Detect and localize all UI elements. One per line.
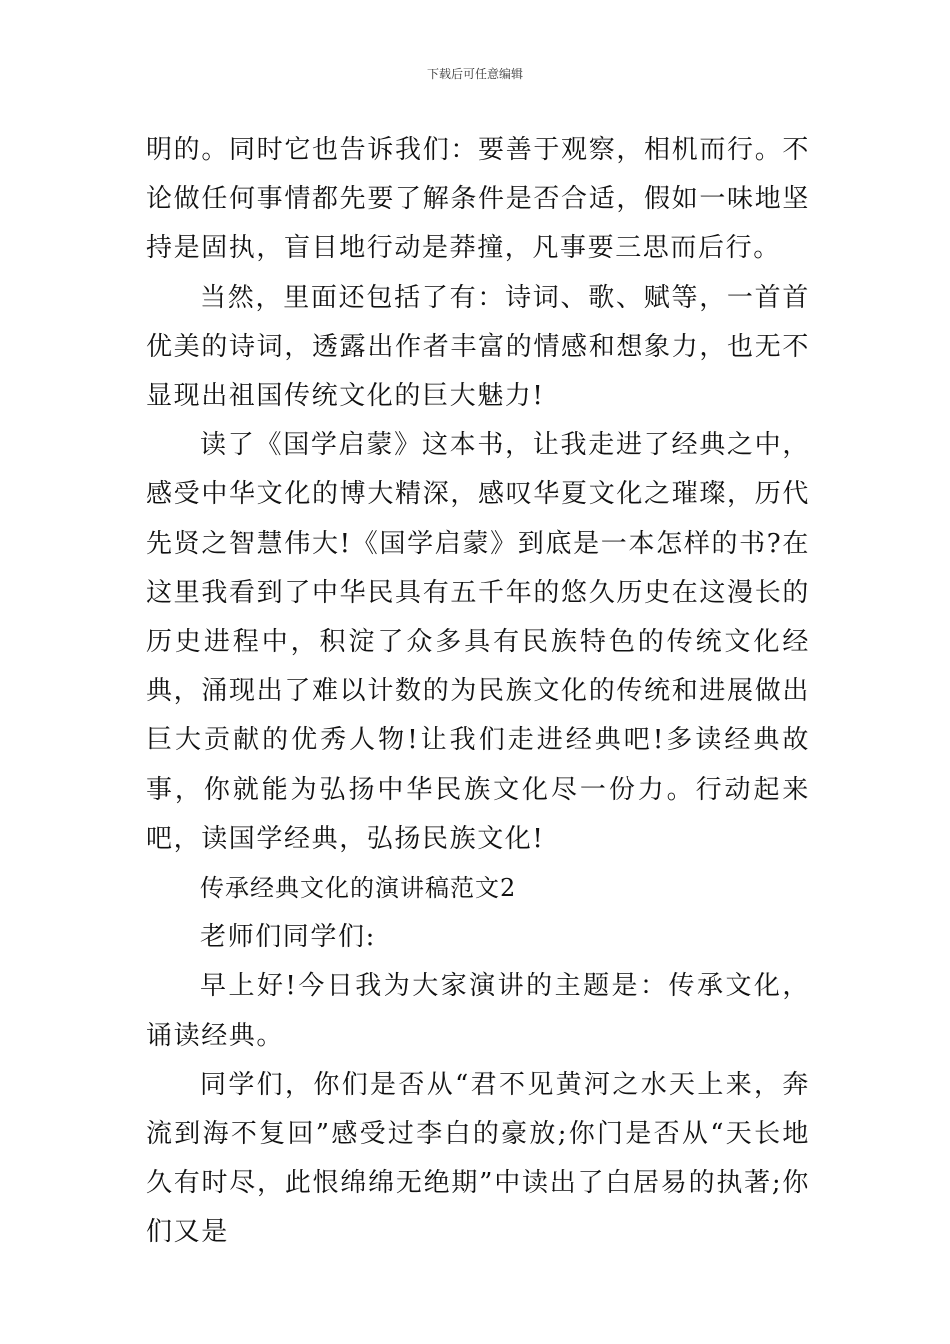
paragraph-greeting: 早上好!今日我为大家演讲的主题是：传承文化，诵读经典。	[146, 971, 810, 1051]
page-header-note: 下载后可任意编辑	[426, 67, 523, 81]
paragraph-last: 同学们，你们是否从“君不见黄河之水天上来，奔流到海不复回”感受过李白的豪放;你门是否从“天长地久有时尽，此恨绵绵无绝期”中读出了白居易的执著;你们又是	[146, 1069, 810, 1248]
paragraph-3: 读了《国学启蒙》这本书，让我走进了经典之中，感受中华文化的博大精深，感叹华夏文化之璀璨，历代先贤之智慧伟大!《国学启蒙》到底是一本怎样的书?在这里我看到了中华民具有五千年的悠久历史在这漫长的历史进程中，积淀了众多具有民族特色的传统文化经典，涌现出了难以计数的为民族文化的传统和进展做出巨大贡献的优秀人物!让我们走进经典吧!多读经典故事，你就能为弘扬中华民族文化尽一份力。行动起来吧，读国学经典，弘扬民族文化!	[146, 430, 810, 854]
paragraph-2: 当然，里面还包括了有：诗词、歌、赋等，一首首优美的诗词，透露出作者丰富的情感和想象力，也无不显现出祖国传统文化的巨大魅力!	[146, 282, 810, 412]
section-heading: 传承经典文化的演讲稿范文2	[200, 874, 517, 903]
salutation: 老师们同学们:	[200, 922, 376, 953]
document-body	[146, 126, 810, 1258]
paragraph-1: 明的。同时它也告诉我们：要善于观察，相机而行。不论做任何事情都先要了解条件是否合适，假如一味地坚持是固执，盲目地行动是莽撞，凡事要三思而后行。	[146, 135, 810, 264]
